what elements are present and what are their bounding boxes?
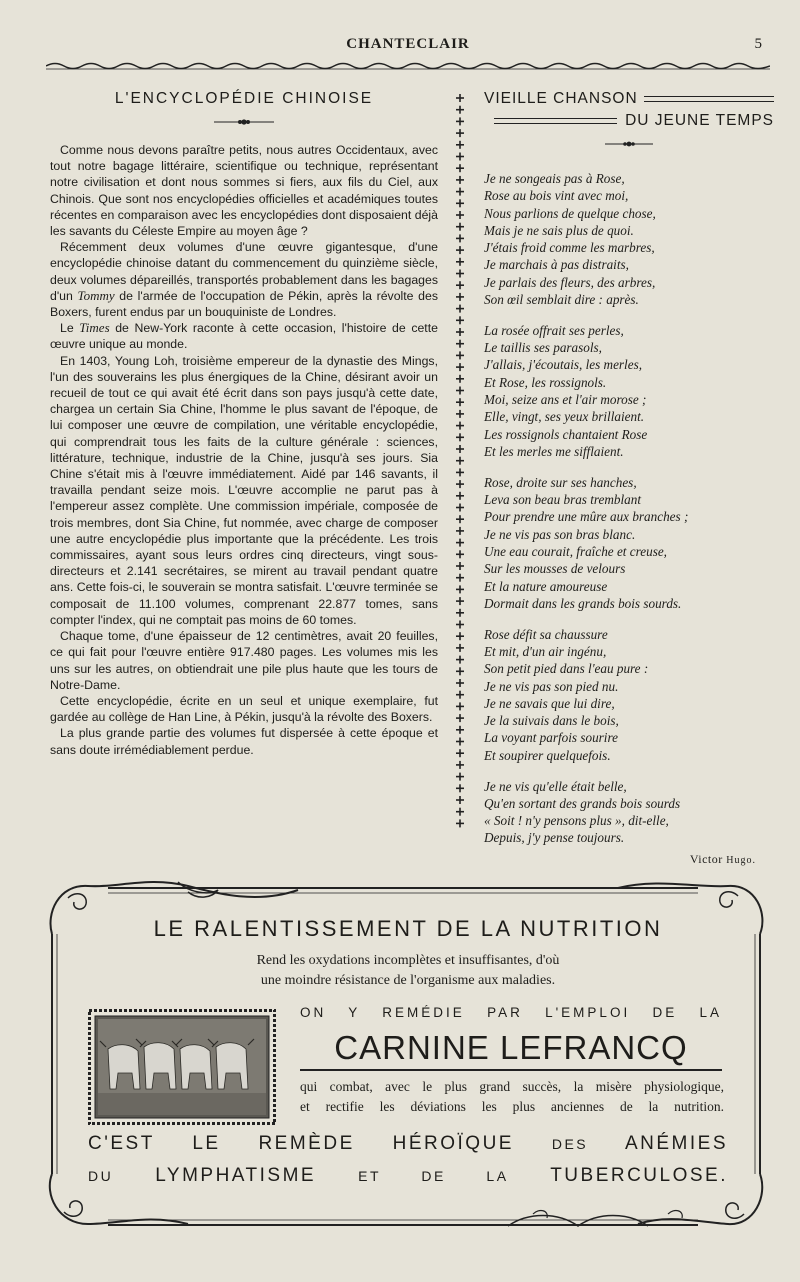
- article-paragraph: Récemment deux volumes d'une œuvre gigantesque, d'une encyclopédie chinoise datant du commencement du quinzième siècle, deux volumes dépareillés, transportés probablement dans les bagages d'un Tommy de l'armée de l'occupation de Pékin, après la révolte des Boxers, furent endus par un bouquiniste de Londres.: [50, 240, 439, 320]
- separator-cross: [456, 153, 464, 161]
- ad-remedy-line: ON Y REMÉDIE PAR L'EMPLOI DE LA: [300, 1005, 722, 1020]
- poem-line: J'allais, j'écoutais, les merles,: [484, 357, 643, 373]
- ad-headline: LE RALENTISSEMENT DE LA NUTRITION: [153, 916, 663, 941]
- author-surname: Hugo.: [726, 855, 756, 867]
- separator-cross: [456, 702, 464, 710]
- poem-line: Depuis, j'y pense toujours.: [484, 830, 625, 846]
- separator-cross: [456, 609, 464, 617]
- article-paragraph: Cette encyclopédie, écrite en un seul et unique exemplaire, fut gardée au collège de Han Line, à Pékin, jusqu'à la révolte des Boxers.: [50, 693, 438, 725]
- poem-line: Je la suivais dans le bois,: [484, 713, 619, 729]
- poem-stanza: [484, 778, 774, 847]
- separator-cross: [456, 796, 464, 804]
- poem-line: Qu'en sortant des grands bois sourds: [484, 795, 681, 811]
- header-wavy-rule: [46, 60, 770, 72]
- separator-cross: [456, 351, 464, 359]
- poem-column: [484, 90, 774, 867]
- brand-underline: [300, 1069, 722, 1071]
- separator-cross: [456, 726, 464, 734]
- poem-stanza: [484, 626, 774, 764]
- separator-cross: [456, 129, 464, 137]
- poem-line: Sur les mousses de velours: [484, 561, 626, 577]
- poem-line: Et les merles me sifflaient.: [484, 443, 624, 459]
- separator-cross: [456, 784, 464, 792]
- separator-cross: [456, 234, 464, 242]
- separator-cross: [456, 808, 464, 816]
- article-paragraph: Comme nous devons paraître petits, nous autres Occidentaux, avec tout notre bagage littéraire, scientifique ou technique, représentant notre civilisation et dont nous sommes si fiers, aux fils du Ciel, aux Chinois. Que sont nos encyclopédies officielles et académiques toutes récentes en comparaison avec les encyclopédies dont disposaient déjà les savants du Céleste Empire au moyen âge ?: [50, 143, 438, 239]
- separator-cross: [456, 492, 464, 500]
- oxen-engraving-image: [88, 1009, 276, 1125]
- separator-cross: [456, 305, 464, 313]
- poem-line: Je ne vis pas son pied nu.: [484, 678, 619, 694]
- separator-cross: [456, 480, 464, 488]
- poem-stanza: [484, 474, 774, 612]
- article-paragraph: Chaque tome, d'une épaisseur de 12 centimètres, avait 20 feuilles, ce qui fait pour l'œuvre entière 917.480 pages. Les volumes mis les uns sur les autres, on obtiendrait une pile plus haute que les tours de Notre-Dame.: [50, 629, 438, 692]
- poem-title-line1: VIEILLE CHANSON: [484, 90, 638, 107]
- separator-cross: [456, 117, 464, 125]
- separator-cross: [456, 621, 464, 629]
- separator-cross: [456, 211, 464, 219]
- poem-line: Rose défit sa chaussure: [484, 626, 608, 642]
- poem-line: Son petit pied dans l'eau pure :: [484, 661, 649, 677]
- poem-line: Rose, droite sur ses hanches,: [484, 474, 637, 490]
- separator-cross: [456, 819, 464, 827]
- poem-line: La rosée offrait ses perles,: [484, 322, 624, 338]
- poem-line: J'étais froid comme les marbres,: [484, 240, 655, 256]
- separator-cross: [456, 340, 464, 348]
- poem-line: Nous parlions de quelque chose,: [484, 205, 656, 221]
- poem-line: Le taillis ses parasols,: [484, 340, 602, 356]
- separator-cross: [456, 106, 464, 114]
- separator-cross: [456, 445, 464, 453]
- separator-cross: [456, 527, 464, 535]
- separator-cross: [456, 585, 464, 593]
- poem-line: Je ne vis qu'elle était belle,: [484, 778, 627, 794]
- separator-cross: [456, 176, 464, 184]
- poem-title: [484, 112, 774, 130]
- poem-line: Une eau courait, fraîche et creuse,: [484, 543, 667, 559]
- separator-cross: [456, 656, 464, 664]
- separator-cross: [456, 164, 464, 172]
- separator-cross: [456, 223, 464, 231]
- poem-line: Pour prendre une mûre aux branches ;: [484, 509, 689, 525]
- separator-cross: [456, 363, 464, 371]
- separator-cross: [456, 714, 464, 722]
- separator-cross: [456, 328, 464, 336]
- separator-cross: [456, 281, 464, 289]
- title-double-rule: [494, 118, 617, 124]
- poem-line: Moi, seize ans et l'air morose ;: [484, 392, 647, 408]
- separator-cross: [456, 761, 464, 769]
- article-title: L'ENCYCLOPÉDIE CHINOISE: [114, 90, 374, 107]
- separator-cross: [456, 632, 464, 640]
- article-column: [50, 90, 438, 758]
- separator-cross: [456, 562, 464, 570]
- separator-cross: [456, 293, 464, 301]
- separator-cross: [456, 258, 464, 266]
- separator-cross: [456, 644, 464, 652]
- ad-tagline: C'EST LE REMÈDE HÉROÏQUE DES ANÉMIES DU LYMPHATISME ET DE LA TUBERCULOSE.: [88, 1133, 729, 1186]
- poem-line: Je parlais des fleurs, des arbres,: [484, 274, 656, 290]
- poem-line: Et soupirer quelquefois.: [484, 747, 611, 763]
- poem-stanza: [484, 322, 774, 460]
- separator-cross: [456, 398, 464, 406]
- separator-cross: [456, 188, 464, 196]
- poem-body: [484, 170, 774, 847]
- separator-cross: [456, 749, 464, 757]
- poem-title-line2: DU JEUNE TEMPS: [625, 112, 774, 129]
- poem-line: Je marchais à pas distraits,: [484, 257, 629, 273]
- ad-subheadline: Rend les oxydations incomplètes et insuffisantes, d'où une moindre résistance de l'organisme aux maladies.: [256, 953, 560, 988]
- separator-cross: [456, 773, 464, 781]
- poem-line: « Soit ! n'y pensons plus », dit-elle,: [484, 813, 669, 829]
- poem-line: Les rossignols chantaient Rose: [484, 426, 648, 442]
- separator-cross: [456, 691, 464, 699]
- poem-line: Mais je ne sais plus de quoi.: [484, 222, 634, 238]
- separator-cross: [456, 433, 464, 441]
- separator-cross: [456, 457, 464, 465]
- separator-cross: [456, 199, 464, 207]
- separator-cross: [456, 246, 464, 254]
- poem-line: Elle, vingt, ses yeux brillaient.: [484, 409, 645, 425]
- separator-cross: [456, 316, 464, 324]
- poem-stanza: [484, 170, 774, 308]
- poem-line: Et mit, d'un air ingénu,: [484, 643, 607, 659]
- poem-signature: Victor Hugo.: [689, 852, 756, 867]
- ad-brand-name: CARNINE LEFRANCQ: [334, 1029, 688, 1066]
- poem-line: Dormait dans les grands bois sourds.: [484, 595, 682, 611]
- separator-cross: [456, 94, 464, 102]
- page-header: [46, 34, 770, 74]
- separator-cross: [456, 574, 464, 582]
- separator-cross: [456, 375, 464, 383]
- article-body: [50, 142, 438, 758]
- separator-cross: [456, 270, 464, 278]
- separator-cross: [456, 539, 464, 547]
- separator-cross: [456, 141, 464, 149]
- poem-line: Et la nature amoureuse: [484, 578, 608, 594]
- column-separator: [452, 92, 468, 834]
- poem-ornament: [605, 140, 653, 148]
- poem-line: Rose au bois vint avec moi,: [484, 188, 629, 204]
- separator-cross: [456, 667, 464, 675]
- poem-line: La voyant parfois sourire: [484, 730, 618, 746]
- poem-line: Leva son beau bras tremblant: [484, 492, 642, 508]
- article-paragraph: En 1403, Young Loh, troisième empereur de la dynastie des Mings, l'un des souverains les plus énergiques de la Chine, désirant avoir un recueil de tout ce qui avait été écrit dans son pays jusqu'à cette date, chargea un certain Sia Chine, l'homme le plus savant de l'époque, de lui composer une œuvre de compilation, une véritable encyclopédie, qui comprendrait tous les faits de la culture générale : sciences, littérature, technique, industrie de la Chine, jusqu'à ses jours. Sia Chine s'était mis à l'œuvre immédiatement. Aidé par 146 savants, il travailla pendant seize mois. L'œuvre accomplie ne parut pas à l'empereur assez complète. Une commission impériale, composée de trois membres, dont Sia Chine, fut nommée, avec charge de composer une autre encyclopédie plus importante que la précédente. Les trois commissaires, ayant sous leurs ordres cinq directeurs, vingt sous-directeurs et 2.141 secrétaires, se mirent au travail pendant quatre ans. Cette fois-ci, le souverain se montra satisfait. L'œuvre terminée se composait de 11.100 volumes, comprenant 22.877 tomes, sans compter l'index, qui ne comptait pas moins de 60 tomes.: [50, 353, 438, 627]
- separator-cross: [456, 597, 464, 605]
- separator-cross: [456, 504, 464, 512]
- separator-cross: [456, 679, 464, 687]
- article-paragraph: La plus grande partie des volumes fut dispersée à cette époque et sans doute irrémédiablement perdue.: [50, 726, 438, 757]
- poem-title: [484, 90, 774, 108]
- separator-cross: [456, 422, 464, 430]
- title-double-rule: [644, 96, 774, 102]
- separator-cross: [456, 550, 464, 558]
- title-ornament: [214, 118, 274, 126]
- page-number: 5: [754, 36, 762, 52]
- separator-cross: [456, 468, 464, 476]
- separator-cross: [456, 515, 464, 523]
- poem-line: Son œil semblait dire : après.: [484, 292, 639, 308]
- article-paragraph: Le Times de New-York raconte à cette occasion, l'histoire de cette œuvre unique au monde.: [50, 320, 438, 352]
- poem-line: Je ne songeais pas à Rose,: [484, 171, 625, 186]
- magazine-title: CHANTECLAIR: [346, 36, 470, 52]
- ad-description: qui combat, avec le plus grand succès, la misère physiologique, et rectifie les déviations les plus anciennes de la nutrition.: [300, 1079, 724, 1114]
- poem-line: Je ne vis pas son bras blanc.: [484, 526, 636, 542]
- poem-line: Je ne savais que lui dire,: [484, 695, 615, 711]
- separator-cross: [456, 738, 464, 746]
- separator-cross: [456, 387, 464, 395]
- separator-cross: [456, 410, 464, 418]
- carnine-advertisement: [38, 874, 774, 1236]
- poem-line: Et Rose, les rossignols.: [484, 374, 607, 390]
